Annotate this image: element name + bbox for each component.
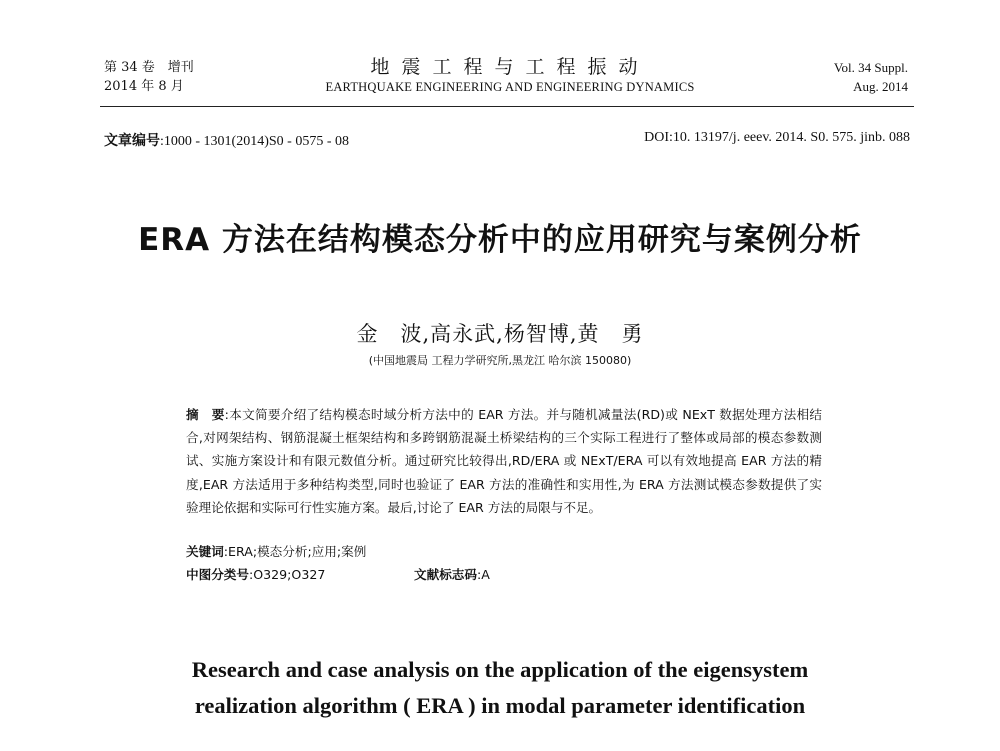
document-code-label: 文献标志码 [414,567,477,582]
volume-cn: 第 34 卷 增刊 [104,60,194,75]
article-number [104,130,349,150]
date-cn: 2014 年 8 月 [104,79,184,94]
keywords-label: 关键词 [186,544,224,559]
paper-title-en [0,652,1000,724]
paper-title-cn: ERA 方法在结构模态分析中的应用研究与案例分析 [138,222,862,258]
journal-name-cn: 地震工程与工程振动 [370,56,650,78]
abstract [186,403,822,519]
abstract-text: :本文简要介绍了结构模态时域分析方法中的 EAR 方法。并与随机减量法(RD)或 NExT 数据处理方法相结合,对网架结构、钢筋混凝土框架结构和多跨钢筋混凝土桥梁结构的三个实际工程进行了整体或局部的模态参数测试、实施方案设计和有限元数值分析。通过研究比较得出,RD/ERA 或 NExT/ERA 可以有效地提高 EAR 方法的精度,EAR 方法适用于多种结构类型,同时也验证了 EAR 方法的准确性和实用性,为 ERA 方法测试模态参数提供了实验理论依据和实际可行性实施方案。最后,讨论了 EAR 方法的局限与不足。 [186,407,822,515]
document-code [414,564,490,583]
keywords [186,541,822,560]
title-en-line1: Research and case analysis on the application of the eigensystem [191,657,809,682]
volume-en: Vol. 34 Suppl. [833,60,908,75]
journal-name-en: EARTHQUAKE ENGINEERING AND ENGINEERING DYNAMICS [325,80,695,94]
classification-row [186,564,822,583]
article-number-value: :1000 - 1301(2014)S0 - 0575 - 08 [160,134,349,149]
authors: 金 波,高永武,杨智博,黄 勇 [356,322,644,346]
header-right [834,58,908,96]
journal-header [300,56,720,95]
title-en-line2: realization algorithm ( ERA ) in modal parameter identification [194,693,806,718]
header-rule [100,106,914,107]
header-left [104,58,194,96]
document-code-value: :A [476,567,490,582]
affiliation: (中国地震局 工程力学研究所,黑龙江 哈尔滨 150080) [368,354,632,367]
abstract-label: 摘 要 [186,407,225,422]
article-number-label: 文章编号 [104,133,160,149]
clc-label: 中图分类号 [186,567,249,582]
keywords-text: :ERA;模态分析;应用;案例 [223,544,367,559]
date-en: Aug. 2014 [853,79,908,94]
clc-value: :O329;O327 [248,567,326,582]
doi: DOI:10. 13197/j. eeev. 2014. S0. 575. jinb. 088 [644,130,910,145]
